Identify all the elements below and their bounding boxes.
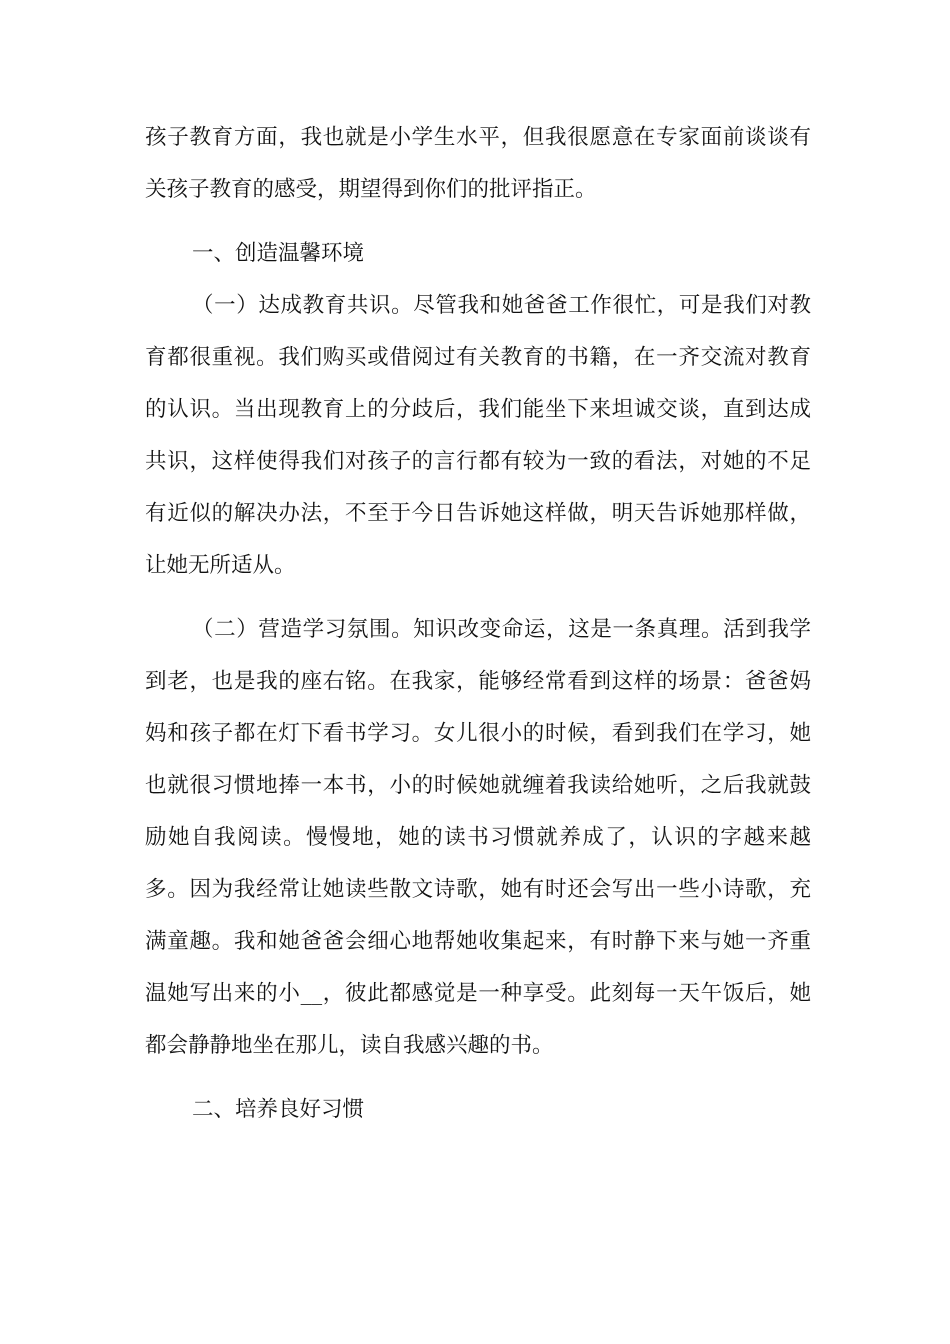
section-heading-2: 二、培养良好习惯 [192, 1097, 365, 1122]
subsection-paragraph-1: （一）达成教育共识。尽管我和她爸爸工作很忙，可是我们对教育都很重视。我们购买或借阅过有关教育的书籍，在一齐交流对教育的认识。当出现教育上的分歧后，我们能坐下来坦诚交谈，直到达成共识，这样使得我们对孩子的言行都有较为一致的看法，对她的不足有近似的解决办法，不至于今日告诉她这样做，明天告诉她那样做，让她无所适从。 [145, 293, 811, 578]
subsection-paragraph-2: （二）营造学习氛围。知识改变命运，这是一条真理。活到我学到老，也是我的座右铭。在我家，能够经常看到这样的场景：爸爸妈妈和孩子都在灯下看书学习。女儿很小的时候，看到我们在学习，她也就很习惯地捧一本书，小的时候她就缠着我读给她听，之后我就鼓励她自我阅读。慢慢地，她的读书习惯就养成了，认识的字越来越多。因为我经常让她读些散文诗歌，她有时还会写出一些小诗歌，充满童趣。我和她爸爸会细心地帮她收集起来，有时静下来与她一齐重温她写出来的小__，彼此都感觉是一种享受。此刻每一天午饭后，她都会静静地坐在那儿，读自我感兴趣的书。 [145, 617, 811, 1058]
intro-paragraph: 孩子教育方面，我也就是小学生水平，但我很愿意在专家面前谈谈有关孩子教育的感受，期望得到你们的批评指正。 [145, 125, 811, 202]
section-heading-1: 一、创造温馨环境 [192, 241, 365, 266]
document-body [145, 112, 811, 1136]
